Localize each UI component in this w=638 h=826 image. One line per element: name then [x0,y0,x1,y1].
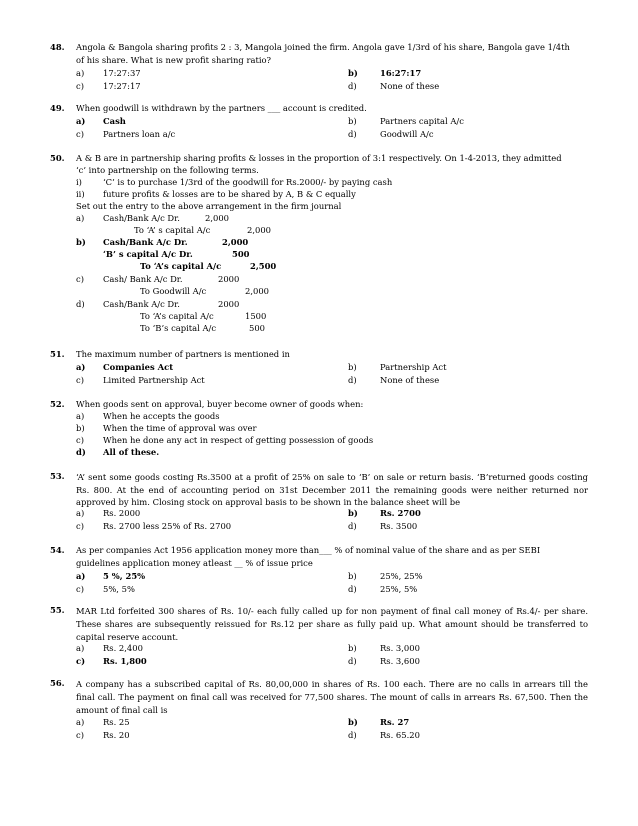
option-text: 17:27:17 [103,81,141,91]
question-number: 51. [50,349,65,359]
question-number: 50. [50,153,65,163]
option-label: a) [76,68,85,78]
question-stem: MAR Ltd forfeited 300 shares of Rs. 10/- each fully called up for non payment of final call money of Rs.4/- per share. These shares are subsequently reissued for Rs.12 per share as fully paid up. What amount should be transferred to capital reserve account. [76,606,588,642]
option-text: 25%, 25% [380,571,423,581]
journal-amount: 1500 [245,311,267,321]
question-number: 55. [50,605,65,615]
option-label: d) [348,81,357,91]
option-text: Rs. 65.20 [380,730,420,740]
option-text: 16:27:17 [380,68,422,78]
option-text: Rs. 27 [380,717,410,727]
option-label: b) [348,643,357,653]
option-label: c) [76,435,84,445]
option-label: d) [348,375,357,385]
option-label: a) [76,571,86,581]
option-label: a) [76,508,85,518]
option-text: Partnership Act [380,362,447,372]
option-label: a) [76,362,86,372]
journal-amount: 2000 [218,274,240,284]
option-text: Partners loan a/c [103,129,176,139]
option-text: When the time of approval was over [103,423,257,433]
option-text: None of these [380,375,440,385]
option-text: Rs. 2700 less 25% of Rs. 2700 [103,521,232,531]
journal-credit: To ‘A’ s capital A/c [134,225,211,235]
journal-amount: 2000 [218,299,240,309]
option-label: b) [348,116,357,126]
term-text: future profits & losses are to be shared by A, B & C equally [103,189,356,199]
journal-amount: 500 [232,249,250,259]
option-label: b) [76,237,86,247]
question-number: 52. [50,399,65,409]
option-text: When he done any act in respect of getting possession of goods [103,435,374,445]
option-label: d) [76,299,85,309]
term-text: ‘C’ is to purchase 1/3rd of the goodwill for Rs.2000/- by paying cash [103,177,393,187]
option-label: a) [76,643,85,653]
journal-debit: Cash/Bank A/c Dr. [103,213,180,223]
journal-debit: Cash/ Bank A/c Dr. [103,274,183,284]
question-stem: ‘c’ into partnership on the following terms. [76,165,259,175]
journal-amount: 2,000 [205,213,229,223]
option-text: Rs. 25 [103,717,130,727]
option-text: Limited Partnership Act [103,375,205,385]
journal-credit: To Goodwill A/c [140,286,207,296]
option-text: When he accepts the goods [103,411,220,421]
term-label: ii) [76,189,85,199]
option-text: 5%, 5% [103,584,135,594]
question-stem: The maximum number of partners is mentioned in [76,349,290,359]
option-text: All of these. [103,447,160,457]
option-label: d) [348,521,357,531]
journal-credit: To ‘B’s capital A/c [140,323,217,333]
option-label: b) [348,362,357,372]
option-label: d) [348,730,357,740]
option-label: a) [76,213,85,223]
journal-debit: Cash/Bank A/c Dr. [103,237,188,247]
option-label: c) [76,274,84,284]
option-text: Rs. 3,000 [380,643,420,653]
question-number: 48. [50,42,65,52]
option-text: Rs. 2000 [103,508,141,518]
journal-credit: To ‘A’s capital A/c [140,261,222,271]
journal-debit: ‘B’ s capital A/c Dr. [103,249,193,259]
question-stem: ‘A’ sent some goods costing Rs.3500 at a profit of 25% on sale to ‘B’ on sale or return basis. ‘B’returned goods costing Rs. 800. At the end of accounting period on 31st December 2011 the remaining goods were neither returned nor approved by him. Closing stock on approval basis to be shown in the balance sheet will be [76,472,588,507]
option-label: d) [76,447,86,457]
option-label: c) [76,730,84,740]
option-text: Rs. 3500 [380,521,418,531]
option-label: c) [76,375,84,385]
option-label: b) [348,508,358,518]
option-label: d) [348,129,357,139]
option-label: c) [76,584,84,594]
option-label: d) [348,584,357,594]
journal-amount: 2,000 [245,286,269,296]
journal-amount: 500 [249,323,265,333]
question-stem: of his share. What is new profit sharing ratio? [76,55,272,65]
question-number: 54. [50,545,65,555]
option-label: b) [348,68,358,78]
option-text: None of these [380,81,440,91]
question-stem: A & B are in partnership sharing profits & losses in the proportion of 3:1 respectively. On 1-4-2013, they admitted [76,153,562,163]
option-label: b) [348,717,358,727]
option-text: 5 %, 25% [103,571,146,581]
option-label: a) [76,717,85,727]
option-text: Rs. 20 [103,730,130,740]
term-label: i) [76,177,82,187]
question-number: 53. [50,471,65,481]
option-label: c) [76,656,86,666]
question-number: 49. [50,103,65,113]
option-text: Rs. 1,800 [103,656,147,666]
option-text: 17:27:37 [103,68,141,78]
option-label: b) [76,423,85,433]
option-text: Rs. 3,600 [380,656,420,666]
option-text: Cash [103,116,126,126]
option-text: Rs. 2,400 [103,643,143,653]
option-label: c) [76,81,84,91]
option-label: d) [348,656,357,666]
question-stem: As per companies Act 1956 application money more than___ % of nominal value of the share and as per SEBI [76,545,541,555]
journal-amount: 2,500 [250,261,277,271]
question-stem: Angola & Bangola sharing profits 2 : 3, Mangola joined the firm. Angola gave 1/3rd of his share, Bangola gave 1/4th [76,42,570,52]
option-text: Goodwill A/c [380,129,434,139]
option-label: b) [348,571,357,581]
question-number: 56. [50,678,65,688]
journal-amount: 2,000 [222,237,249,247]
option-text: Companies Act [103,362,174,372]
question-stem: A company has a subscribed capital of Rs. 80,00,000 in shares of Rs. 100 each. There are no calls in arrears till the final call. The payment on final call was received for 77,500 shares. The mount of calls in arrears Rs. 67,500. Then the amount of final call is [76,679,588,715]
option-text: Rs. 2700 [380,508,421,518]
question-stem: guidelines application money atleast __ % of issue price [76,558,313,568]
question-stem: When goods sent on approval, buyer become owner of goods when: [76,399,364,409]
journal-credit: To ‘A’s capital A/c [140,311,214,321]
option-label: a) [76,116,86,126]
option-label: c) [76,521,84,531]
question-stem: When goodwill is withdrawn by the partners ___ account is credited. [76,103,367,113]
question-stem: Set out the entry to the above arrangement in the firm journal [76,201,342,211]
option-label: c) [76,129,84,139]
option-text: Partners capital A/c [380,116,464,126]
journal-debit: Cash/Bank A/c Dr. [103,299,180,309]
option-label: a) [76,411,85,421]
journal-amount: 2,000 [247,225,271,235]
option-text: 25%, 5% [380,584,418,594]
